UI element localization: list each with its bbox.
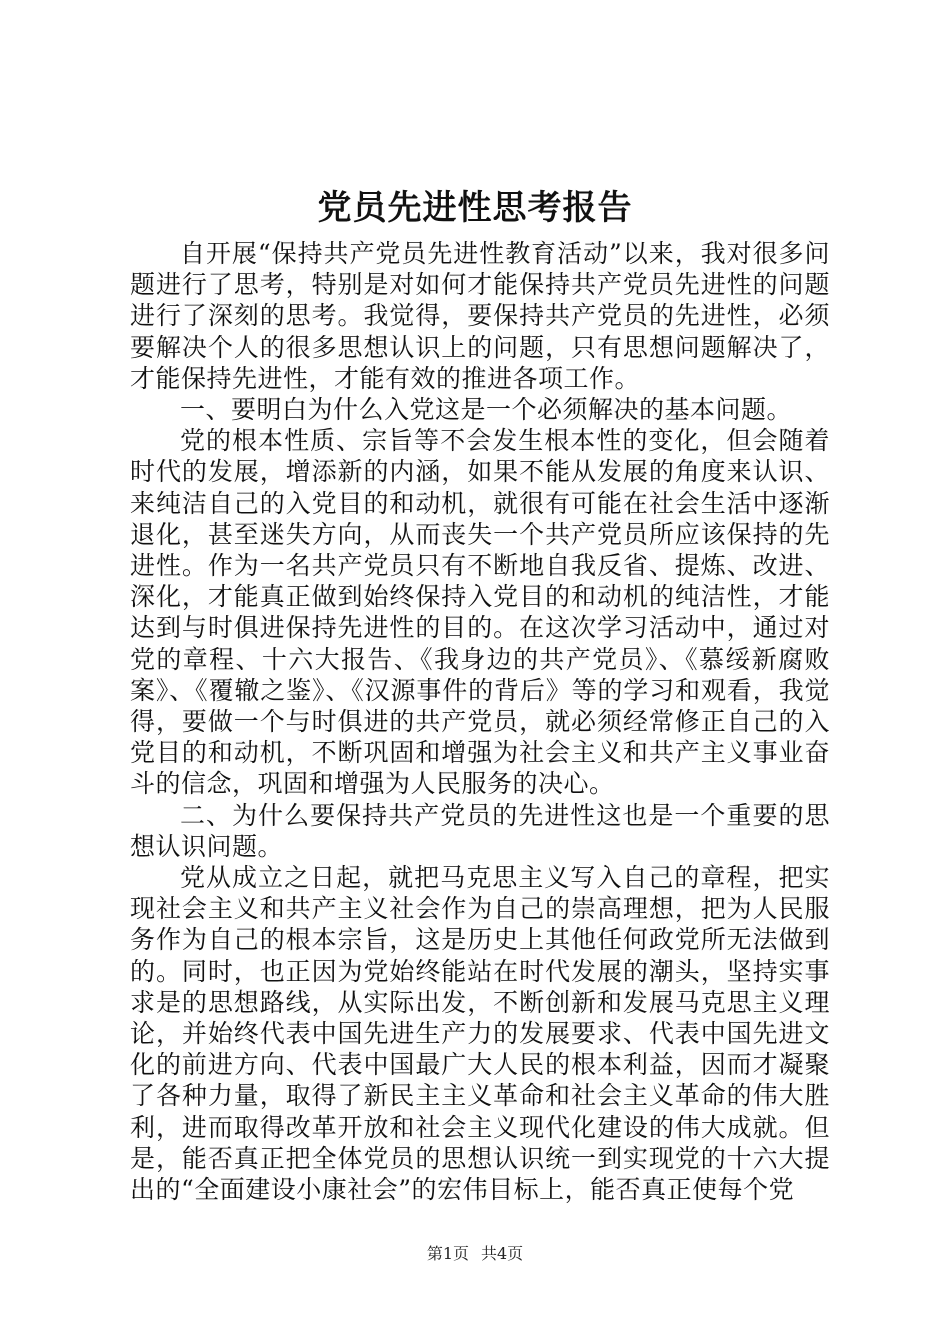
section-two-paragraph: 党从成立之日起，就把马克思主义写入自己的章程，把实现社会主义和共产主义社会作为自己的崇高理想，把为人民服务作为自己的根本宗旨，这是历史上其他任何政党所无法做到的。同时，也正因为党始终能站在时代发展的潮头，坚持实事求是的思想路线，从实际出发，不断创新和发展马克思主义理论，并始终代表中国先进生产力的发展要求、代表中国先进文化的前进方向、代表中国最广大人民的根本利益，因而才凝聚了各种力量，取得了新民主主义革命和社会主义革命的伟大胜利，进而取得改革开放和社会主义现代化建设的伟大成就。但是，能否真正把全体党员的思想认识统一到实现党的十六大提出的“全面建设小康社会”的宏伟目标上，能否真正使每个党 [130, 863, 830, 1205]
section-two-heading: 二、为什么要保持共产党员的先进性这也是一个重要的思想认识问题。 [130, 800, 830, 861]
page-number: 第1页 [426, 1244, 469, 1263]
document-body [130, 238, 830, 1205]
page-total: 共4页 [481, 1244, 524, 1263]
page-footer [0, 1243, 950, 1265]
intro-paragraph: 自开展“保持共产党员先进性教育活动”以来，我对很多问题进行了思考，特别是对如何才能保持共产党员先进性的问题进行了深刻的思考。我觉得，要保持共产党员的先进性，必须要解决个人的很多思想认识上的问题，只有思想问题解决了，才能保持先进性，才能有效的推进各项工作。 [130, 239, 830, 393]
document-title: 党员先进性思考报告 [317, 188, 633, 228]
section-one-heading: 一、要明白为什么入党这是一个必须解决的基本问题。 [180, 395, 793, 425]
section-one-paragraph: 党的根本性质、宗旨等不会发生根本性的变化，但会随着时代的发展，增添新的内涵，如果不能从发展的角度来认识、来纯洁自己的入党目的和动机，就很有可能在社会生活中逐渐退化，甚至迷失方向，从而丧失一个共产党员所应该保持的先进性。作为一名共产党员只有不断地自我反省、提炼、改进、深化，才能真正做到始终保持入党目的和动机的纯洁性，才能达到与时俱进保持先进性的目的。在这次学习活动中，通过对党的章程、十六大报告、《我身边的共产党员》、《慕绥新腐败案》、《覆辙之鉴》、《汉源事件的背后》等的学习和观看，我觉得，要做一个与时俱进的共产党员，就必须经常修正自己的入党目的和动机，不断巩固和增强为社会主义和共产主义事业奋斗的信念，巩固和增强为人民服务的决心。 [130, 426, 830, 799]
